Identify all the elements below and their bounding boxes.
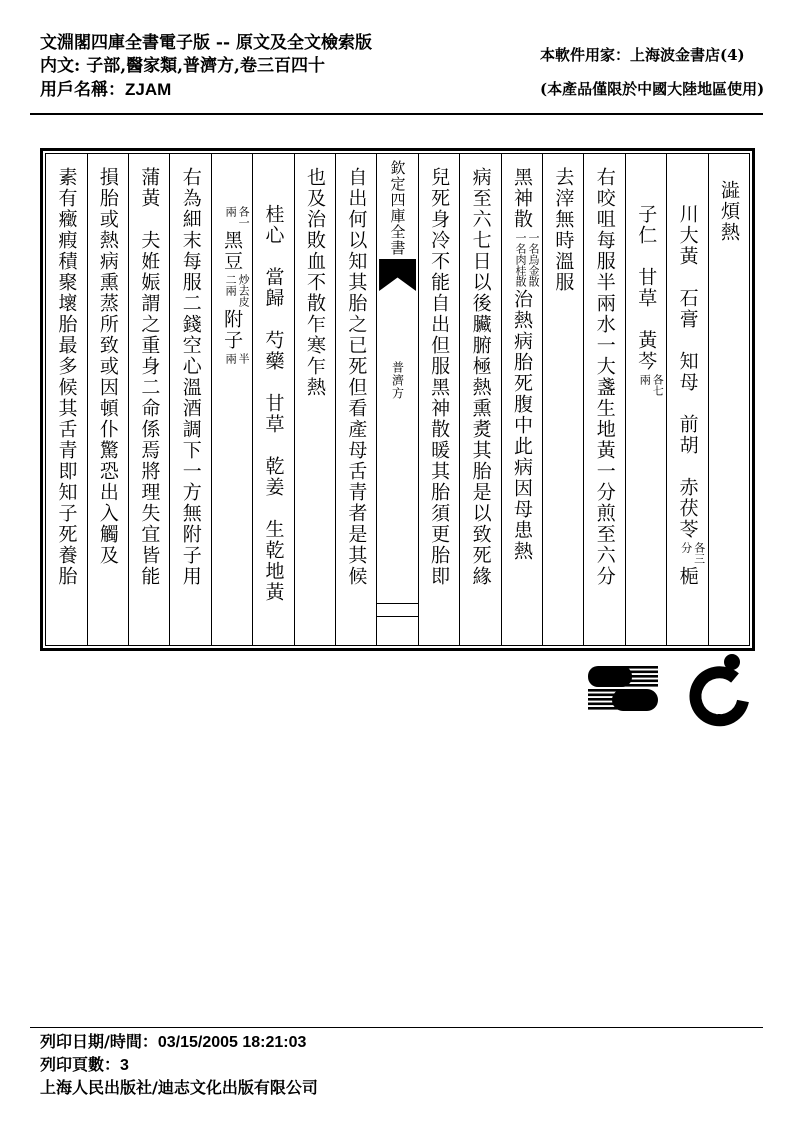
brush-circle-logo xyxy=(685,652,749,730)
column-text: 去滓無時溫服 xyxy=(552,167,575,293)
column-text: 子仁 甘草 黃芩 xyxy=(635,204,658,372)
dosage-note: 炒去皮 二兩 xyxy=(224,274,251,307)
text-column-14 xyxy=(169,154,210,645)
text-column-16 xyxy=(87,154,128,645)
column-text: 桂心 當歸 芍藥 甘草 乾姜 生乾地黃 xyxy=(262,204,285,603)
print-pages-label: 列印頁數： xyxy=(40,1055,121,1074)
print-pages-value: 3 xyxy=(120,1057,129,1074)
text-column-4 xyxy=(583,154,624,645)
bookmark-ribbon-icon xyxy=(379,259,416,291)
publisher-logos xyxy=(584,652,749,730)
text-column-13 xyxy=(211,154,252,645)
dosage-note: 各七 兩 xyxy=(638,374,665,396)
text-column-12 xyxy=(252,154,293,645)
spine-book-label: 普濟方 xyxy=(390,361,405,400)
dosage-note: 半 兩 xyxy=(224,353,251,364)
column-text: 附子 xyxy=(221,309,244,351)
user-name-label: 用戶名稱： xyxy=(40,80,125,100)
column-text: 右咬咀每服半兩水一大盞生地黃一分煎至六分 xyxy=(593,167,616,587)
dosage-note: 各一 兩 xyxy=(224,206,251,228)
user-name-line xyxy=(40,78,372,102)
text-column-1 xyxy=(708,154,749,645)
licensee-label: 本軟件用家： xyxy=(540,46,631,64)
print-date-value: 03/15/2005 18:21:03 xyxy=(157,1034,307,1051)
footer-divider xyxy=(30,1027,763,1028)
spine-footer-box xyxy=(377,603,417,645)
spine-title: 欽定四庫全書 xyxy=(388,160,407,256)
user-name-value: ZJAM xyxy=(125,80,172,99)
header-divider xyxy=(30,113,763,115)
header-right xyxy=(540,38,764,106)
column-text: 澁煩熱 xyxy=(718,180,740,243)
column-text: 梔 xyxy=(676,566,699,587)
print-pages-line xyxy=(40,1054,318,1077)
publisher-line: 上海人民出版社/迪志文化出版有限公司 xyxy=(40,1078,318,1097)
text-column-3 xyxy=(625,154,666,645)
text-column-11 xyxy=(294,154,335,645)
content-path xyxy=(40,55,372,78)
spine-gap xyxy=(377,617,417,645)
app-title: 文淵閣四庫全書電子版 -- 原文及全文檢索版 xyxy=(40,33,372,53)
column-text: 病至六七日以後臟腑極熱熏煑其胎是以致死緣 xyxy=(469,167,492,587)
column-text: 川大黃 石膏 知母 前胡 赤茯苓 xyxy=(676,204,699,540)
print-date-label: 列印日期/時間： xyxy=(40,1032,158,1051)
header-left xyxy=(40,32,372,102)
dosage-note: 各三 分 xyxy=(679,542,706,564)
text-column-2 xyxy=(666,154,707,645)
column-text: 右為細末每服二錢空心溫酒調下一方無附子用 xyxy=(179,167,202,587)
column-text: 黑神散 xyxy=(510,167,533,230)
print-date-line xyxy=(40,1031,318,1054)
column-text: 素有癥瘕積聚壞胎最多候其舌青即知子死養胎 xyxy=(55,167,78,587)
column-text: 兒死身冷不能自出但服黑神散暖其胎須更胎即 xyxy=(428,167,451,587)
licensee-line xyxy=(540,38,764,72)
text-column-7 xyxy=(459,154,500,645)
spine-column xyxy=(376,154,417,645)
text-column-10 xyxy=(335,154,376,645)
book-page-frame xyxy=(40,148,755,651)
text-column-8 xyxy=(418,154,459,645)
column-text: 治熱病胎死腹中此病因母患熱 xyxy=(510,289,533,562)
text-column-15 xyxy=(128,154,169,645)
book-stack-logo xyxy=(584,665,662,713)
column-text: 損胎或熱病熏蒸所致或因頓仆驚恐出入觸及 xyxy=(96,167,119,566)
content-path-value: 子部,醫家類,普濟方,卷三百四十 xyxy=(86,56,325,76)
restriction-line: (本產品僅限於中國大陸地區使用) xyxy=(540,80,765,98)
text-column-6 xyxy=(501,154,542,645)
footer xyxy=(40,1031,318,1099)
text-column-17 xyxy=(46,154,86,645)
text-column-5 xyxy=(542,154,583,645)
column-text: 也及治敗血不散乍寒乍熱 xyxy=(303,167,326,398)
dosage-note: 一名烏金散 一名肉桂散 xyxy=(513,232,540,287)
book-page-columns xyxy=(45,153,750,646)
licensee-value: 上海波金書店(4) xyxy=(630,46,745,64)
column-text: 自出何以知其胎之已死但看產母舌青者是其候 xyxy=(345,167,368,587)
column-text: 黑豆 xyxy=(221,230,244,272)
column-text: 蒲黃 夫姙娠謂之重身二命係焉將理失宜皆能 xyxy=(138,167,161,587)
content-path-label: 内文: xyxy=(40,56,81,76)
spine-gap xyxy=(377,604,417,616)
